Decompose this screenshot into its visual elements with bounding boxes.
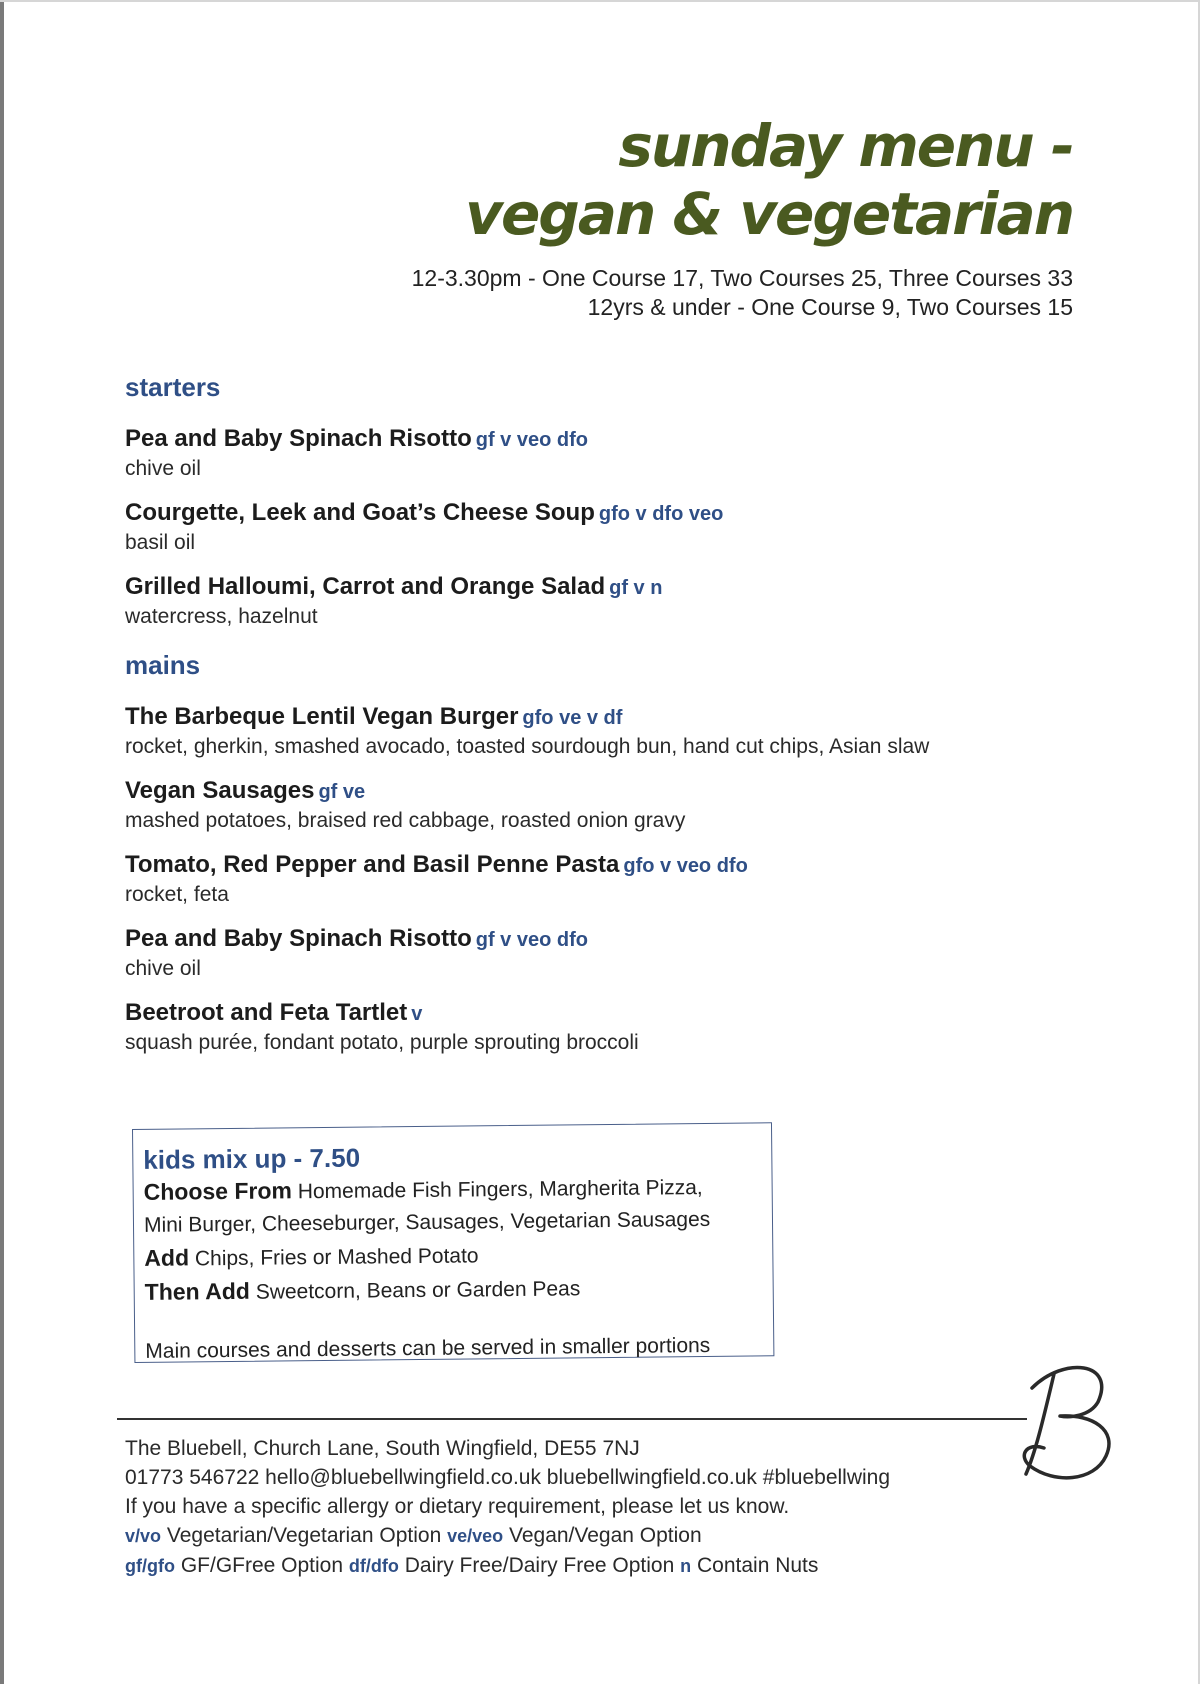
item-description: rocket, gherkin, smashed avocado, toasted sourdough bun, hand cut chips, Asian slaw [125, 735, 930, 758]
menu-item [125, 702, 929, 761]
legend-text: GF/GFree Option [180, 1554, 344, 1577]
diet-legend-line-2 [125, 1551, 890, 1581]
item-diet-tags: gf v n [609, 577, 663, 599]
kids-choose-label: Choose From [143, 1177, 293, 1205]
menu-item [125, 924, 588, 983]
page-title [465, 112, 1073, 248]
item-name: Pea and Baby Spinach Risotto [125, 925, 472, 952]
item-diet-tags: gf ve [318, 781, 366, 803]
item-diet-tags: v [411, 1003, 423, 1025]
page-edge [0, 0, 4, 1684]
page-edge [0, 0, 1200, 2]
legend-text: Vegan/Vegan Option [508, 1524, 702, 1547]
item-name: The Barbeque Lentil Vegan Burger [125, 703, 519, 730]
item-diet-tags: gf v veo dfo [475, 429, 588, 451]
starters-heading: starters [125, 372, 221, 402]
item-description: watercress, hazelnut [125, 605, 318, 628]
menu-item [125, 498, 723, 557]
title-line-1: sunday menu - [618, 112, 1073, 180]
menu-item [125, 776, 685, 835]
kids-add-label: Add [144, 1244, 190, 1271]
item-name: Grilled Halloumi, Carrot and Orange Salad [125, 573, 606, 600]
footer-info [125, 1434, 890, 1581]
item-name: Vegan Sausages [125, 777, 315, 804]
footer-divider [117, 1418, 1027, 1420]
item-diet-tags: gf v veo dfo [475, 929, 588, 951]
item-description: basil oil [125, 531, 196, 554]
title-line-2: vegan & vegetarian [465, 180, 1073, 248]
allergy-notice: If you have a specific allergy or dietary requirement, please let us know. [125, 1495, 790, 1518]
item-diet-tags: gfo v veo dfo [623, 855, 748, 877]
legend-text: Contain Nuts [696, 1554, 819, 1577]
legend-tag: df/dfo [348, 1556, 399, 1576]
hours-line-2: 12yrs & under - One Course 9, Two Courses 15 [587, 294, 1073, 320]
item-description: squash purée, fondant potato, purple sprouting broccoli [125, 1031, 639, 1054]
item-name: Pea and Baby Spinach Risotto [125, 425, 472, 452]
legend-text: Vegetarian/Vegetarian Option [166, 1524, 442, 1547]
item-name: Beetroot and Feta Tartlet [125, 999, 408, 1026]
menu-item [125, 572, 662, 631]
kids-then-add-line [145, 1269, 763, 1309]
kids-then-add-text: Sweetcorn, Beans or Garden Peas [255, 1277, 581, 1304]
item-description: rocket, feta [125, 883, 229, 906]
item-description: chive oil [125, 457, 201, 480]
diet-legend-line-1 [125, 1521, 890, 1551]
mains-heading: mains [125, 650, 201, 680]
contact-info: 01773 546722 hello@bluebellwingfield.co.uk bluebellwingfield.co.uk #bluebellwing [125, 1466, 891, 1489]
bluebell-b-logo-icon [1014, 1356, 1124, 1486]
serving-hours [412, 264, 1073, 322]
item-diet-tags: gfo ve v df [522, 707, 623, 729]
kids-menu-title: kids mix up - 7.50 [143, 1142, 361, 1175]
menu-item [125, 424, 588, 483]
menu-item [125, 850, 748, 909]
legend-tag: ve/veo [447, 1526, 504, 1546]
address: The Bluebell, Church Lane, South Wingfield, DE55 7NJ [125, 1437, 640, 1460]
legend-text: Dairy Free/Dairy Free Option [404, 1554, 675, 1577]
legend-tag: v/vo [125, 1526, 162, 1546]
menu-item [125, 998, 639, 1057]
legend-tag: n [680, 1556, 692, 1576]
kids-then-add-label: Then Add [144, 1277, 251, 1305]
item-name: Tomato, Red Pepper and Basil Penne Pasta [125, 851, 620, 878]
item-name: Courgette, Leek and Goat’s Cheese Soup [125, 499, 595, 526]
kids-choose-text-2: Mini Burger, Cheeseburger, Sausages, Vegetarian Sausages [143, 1207, 711, 1237]
portion-note: Main courses and desserts can be served in smaller portions [145, 1333, 711, 1363]
legend-tag: gf/gfo [125, 1556, 175, 1576]
kids-choose-text: Homemade Fish Fingers, Margherita Pizza, [297, 1176, 703, 1204]
kids-add-text: Chips, Fries or Mashed Potato [194, 1244, 479, 1271]
kids-menu-box [132, 1122, 774, 1363]
hours-line-1: 12-3.30pm - One Course 17, Two Courses 25, Three Courses 33 [411, 265, 1073, 291]
item-description: chive oil [125, 957, 201, 980]
item-diet-tags: gfo v dfo veo [598, 503, 724, 525]
item-description: mashed potatoes, braised red cabbage, roasted onion gravy [125, 809, 686, 832]
